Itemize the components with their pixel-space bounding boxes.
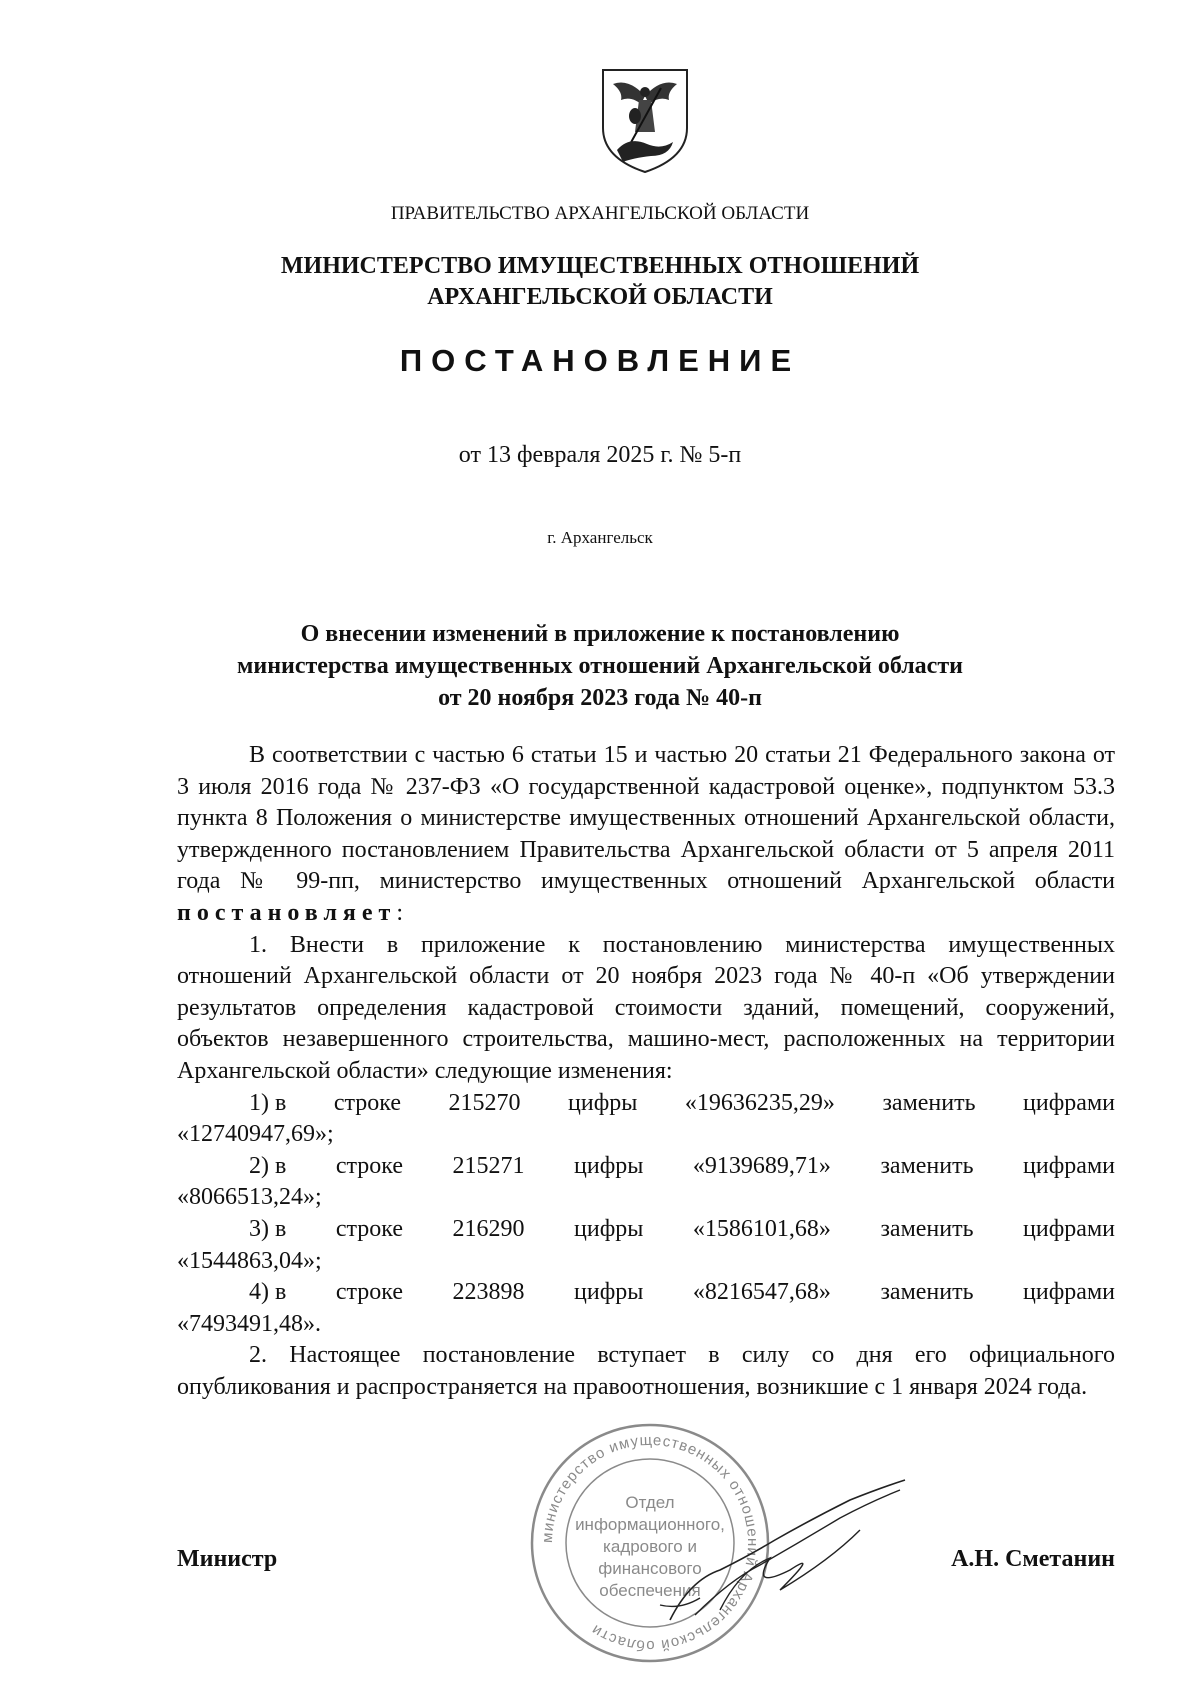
- preamble-text: В соответствии с частью 6 статьи 15 и частью 20 статьи 21 Федерального закона от 3 июля 2016 года № 237-ФЗ «О государственной кадастровой оценке», подпунктом 53.3 пункта 8 Положения о министерстве имущественных отношений Архангельской области, утвержденного постановлением Правительства Архангельской области от 5 апреля 2011 года № 99-пп, министерство имущественных отношений Архангельской области: [177, 742, 1115, 895]
- preamble-colon: :: [396, 899, 403, 926]
- document-type-title: ПОСТАНОВЛЕНИЕ: [399, 343, 801, 378]
- subject-line-3: от 20 ноября 2023 года № 40-п: [438, 685, 762, 711]
- replacement-with-word: цифрами: [1023, 1089, 1115, 1116]
- stamp-ring-text: министерство имущественных отношений Архангельской области: [538, 1431, 762, 1655]
- replacement-old-value: «19636235,29»: [684, 1089, 835, 1116]
- replacement-old-value: «9139689,71»: [692, 1152, 831, 1179]
- replacement-line: [177, 1214, 1115, 1246]
- replacement-replace-word: заменить: [880, 1152, 974, 1179]
- signatory-name: А.Н. Сметанин: [951, 1546, 1115, 1572]
- replacement-replace-word: заменить: [880, 1279, 974, 1306]
- replacement-row-word: строке: [335, 1215, 403, 1242]
- ministry-heading: [0, 251, 1200, 313]
- preamble-paragraph: [177, 740, 1115, 930]
- stamp-line-5: обеспечения: [599, 1581, 701, 1600]
- replacement-replace-word: заменить: [882, 1089, 976, 1116]
- replacement-digits-word: цифры: [568, 1089, 638, 1116]
- document-city: г. Архангельск: [547, 528, 653, 547]
- replacement-line: [177, 1151, 1115, 1183]
- replacement-new-value: «1544863,04»;: [177, 1247, 322, 1274]
- ministry-line-1: МИНИСТЕРСТВО ИМУЩЕСТВЕННЫХ ОТНОШЕНИЙ: [280, 253, 920, 279]
- replacement-digits-word: цифры: [574, 1152, 644, 1179]
- replacement-row-word: строке: [333, 1089, 401, 1116]
- replacement-number: 1) в: [249, 1089, 287, 1116]
- replacement-item: [177, 1277, 1115, 1340]
- stamp-line-3: кадрового и: [603, 1537, 697, 1556]
- stamp-line-1: Отдел: [625, 1493, 675, 1512]
- replacement-with-word: цифрами: [1023, 1152, 1115, 1179]
- replacement-row-number: 216290: [452, 1215, 525, 1242]
- replacement-digits-word: цифры: [574, 1279, 644, 1306]
- replacement-replace-word: заменить: [880, 1215, 974, 1242]
- replacement-new-value: «12740947,69»;: [177, 1121, 334, 1148]
- item-1-paragraph: 1. Внести в приложение к постановлению министерства имущественных отношений Архангельской области от 20 ноября 2023 года № 40-п «Об утверждении результатов определения кадастровой стоимости зданий, помещений, сооружений, объектов незавершенного строительства, машино-мест, расположенных на территории Архангельской области» следующие изменения:: [177, 931, 1115, 1084]
- subject-line-1: О внесении изменений в приложение к постановлению: [300, 621, 900, 647]
- replacement-line: [177, 1088, 1115, 1120]
- replacement-number: 2) в: [249, 1152, 287, 1179]
- replacement-old-value: «8216547,68»: [692, 1279, 831, 1306]
- replacement-new-value: «7493491,48».: [177, 1310, 321, 1337]
- archangel-coat-of-arms-icon: [599, 66, 691, 176]
- replacement-old-value: «1586101,68»: [692, 1215, 831, 1242]
- replacement-item: [177, 1151, 1115, 1214]
- replacement-row-word: строке: [335, 1279, 403, 1306]
- government-heading: ПРАВИТЕЛЬСТВО АРХАНГЕЛЬСКОЙ ОБЛАСТИ: [390, 203, 810, 224]
- replacement-row-word: строке: [335, 1152, 403, 1179]
- stamp-line-4: финансового: [598, 1559, 702, 1578]
- subject-line-2: министерства имущественных отношений Архангельской области: [237, 653, 963, 679]
- replacement-with-word: цифрами: [1023, 1215, 1115, 1242]
- replacement-number: 3) в: [249, 1215, 287, 1242]
- replacement-row-number: 215270: [448, 1089, 521, 1116]
- replacement-line: [177, 1277, 1115, 1309]
- replacement-number: 4) в: [249, 1279, 287, 1306]
- ministry-line-2: АРХАНГЕЛЬСКОЙ ОБЛАСТИ: [427, 284, 773, 310]
- replacement-item: [177, 1088, 1115, 1151]
- replacement-row-number: 223898: [452, 1279, 525, 1306]
- document-body: [177, 740, 1115, 1403]
- document-subject: [0, 618, 1200, 714]
- replacement-new-value: «8066513,24»;: [177, 1184, 322, 1211]
- replacement-row-number: 215271: [452, 1152, 525, 1179]
- stamp-line-2: информационного,: [575, 1515, 725, 1534]
- replacement-with-word: цифрами: [1023, 1279, 1115, 1306]
- document-date-number: от 13 февраля 2025 г. № 5-п: [458, 442, 742, 468]
- resolves-word: постановляет: [177, 899, 397, 926]
- handwritten-signature: [600, 1470, 920, 1630]
- signatory-title: Министр: [177, 1546, 278, 1572]
- replacement-item: [177, 1214, 1115, 1277]
- item-2-paragraph: 2. Настоящее постановление вступает в силу со дня его официального опубликования и распространяется на правоотношения, возникшие с 1 января 2024 года.: [177, 1342, 1115, 1400]
- replacement-digits-word: цифры: [574, 1215, 644, 1242]
